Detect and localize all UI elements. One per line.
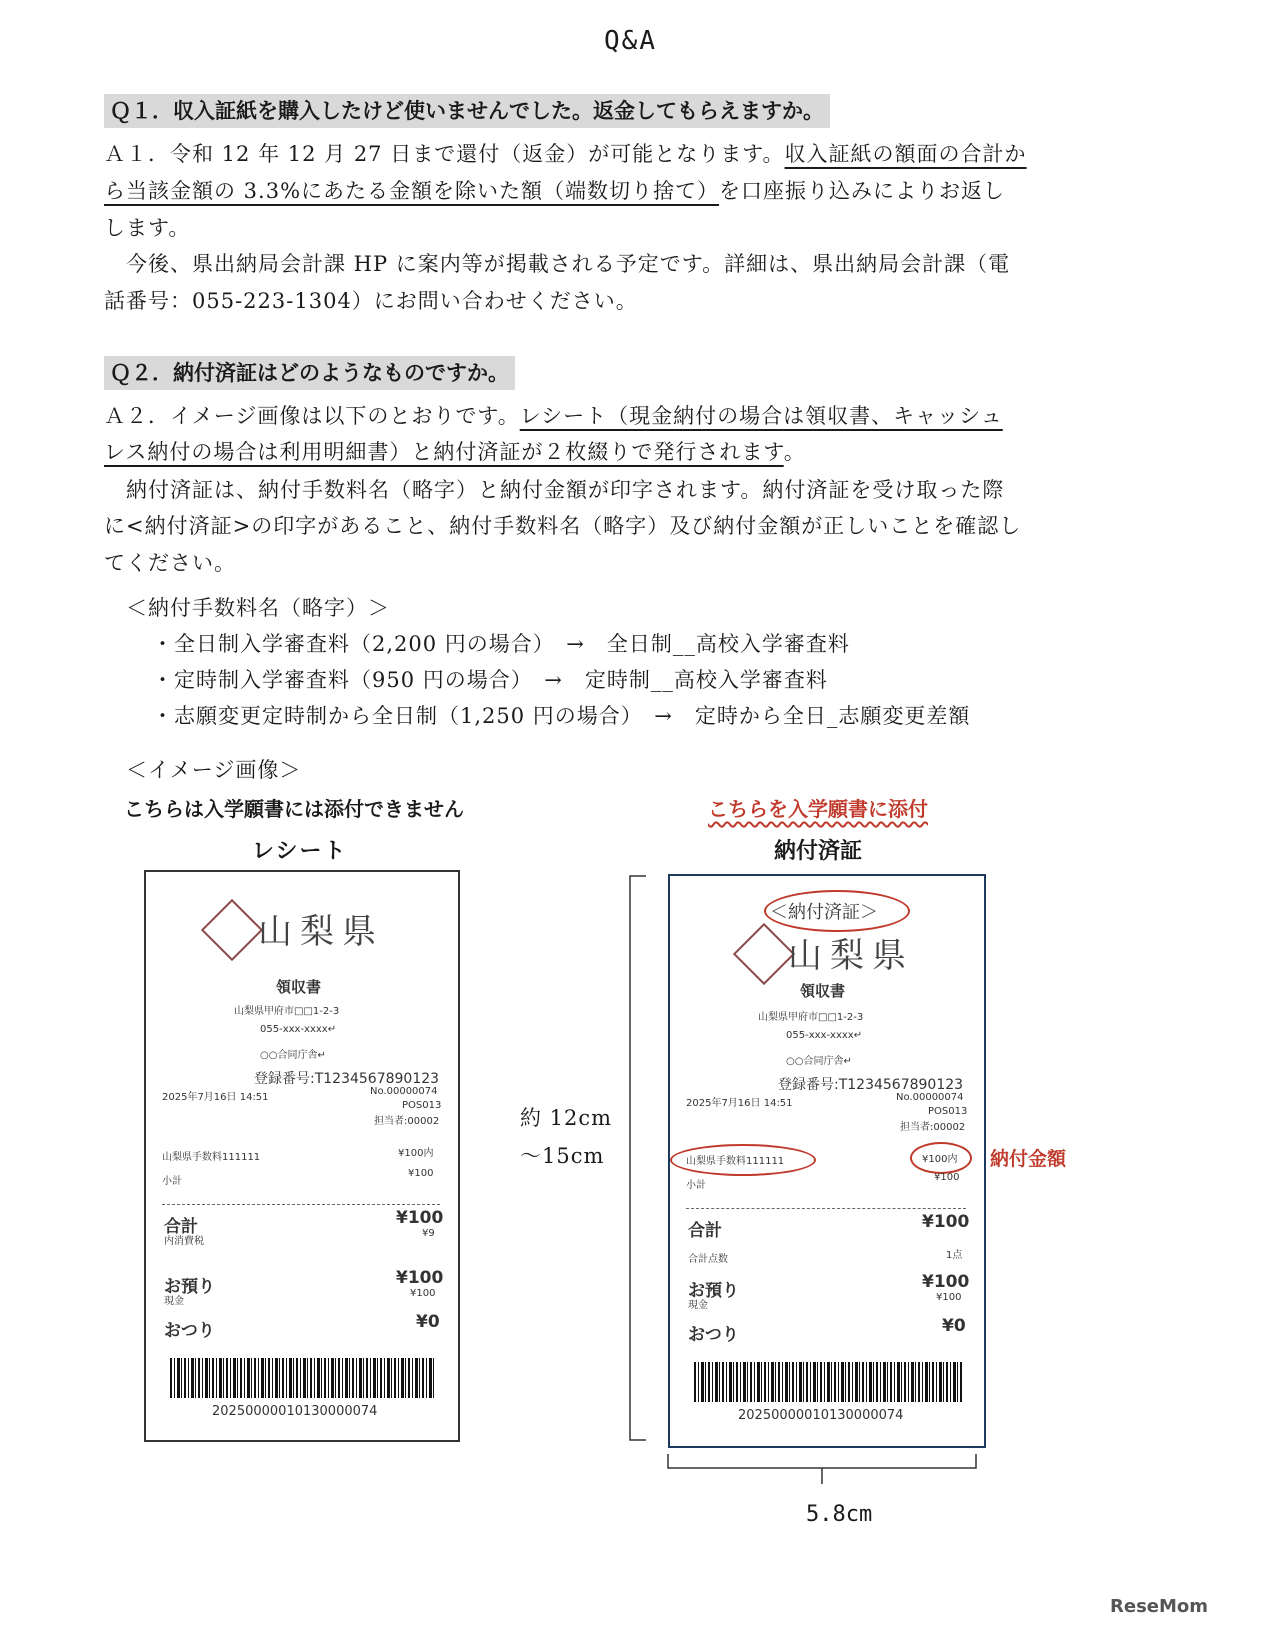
receipt-cash: ¥100 xyxy=(410,1288,436,1299)
left-caption: こちらは入学願書には添付できません xyxy=(124,797,464,821)
answer-1-line-4: 今後、県出納局会計課 HP に案内等が掲載される予定です。詳細は、県出納局会計課（電 xyxy=(104,252,1011,276)
receipt-change: ¥0 xyxy=(416,1312,440,1332)
logo-text: 山梨県 xyxy=(258,912,384,952)
receipt-deposit-label: お預り xyxy=(164,1277,215,1297)
receipt-pos: POS013 xyxy=(402,1100,442,1111)
receipt-phone: 055-xxx-xxxx↵ xyxy=(260,1024,337,1035)
right-caption: こちらを入学願書に添付 xyxy=(708,797,928,821)
receipt-reg-no: 登録番号:T1234567890123 xyxy=(778,1077,964,1093)
receipt-datetime: 2025年7月16日 14:51 xyxy=(686,1098,793,1109)
receipt-phone: 055-xxx-xxxx↵ xyxy=(786,1030,863,1041)
receipt-cash: ¥100 xyxy=(936,1292,962,1303)
barcode-icon xyxy=(170,1358,436,1398)
barcode-icon xyxy=(694,1362,962,1402)
receipt-total: ¥100 xyxy=(922,1212,970,1232)
fee-item: ・定時制入学審査料（950 円の場合） → 定時制__高校入学審査料 xyxy=(152,668,828,692)
receipt-subtotal: ¥100 xyxy=(934,1172,960,1183)
receipt-total-label: 合計 xyxy=(688,1221,722,1241)
fee-item: ・全日制入学審査料（2,200 円の場合） → 全日制__高校入学審査料 xyxy=(152,632,850,656)
answer-1-line-2: ら当該金額の 3.3%にあたる金額を除いた額（端数切り捨て）を口座振り込みによりお返し xyxy=(104,179,1006,203)
answer-2-line-1: Ａ２．イメージ画像は以下のとおりです。レシート（現金納付の場合は領収書、キャッシュ xyxy=(104,404,1003,428)
receipt-office: ○○合同庁舎↵ xyxy=(786,1056,852,1067)
receipt-staff: 担当者:00002 xyxy=(374,1116,440,1127)
width-bracket xyxy=(666,1452,986,1488)
image-heading: ＜イメージ画像＞ xyxy=(126,758,302,782)
answer-2-line-5: てください。 xyxy=(104,551,236,575)
question-1: Ｑ１．収入証紙を購入したけど使いませんでした。返金してもらえますか。 xyxy=(104,94,830,128)
answer-2-line-3: 納付済証は、納付手数料名（略字）と納付金額が印字されます。納付済証を受け取った際 xyxy=(104,478,1005,502)
receipt-address: 山梨県甲府市□□1-2-3 xyxy=(234,1006,340,1017)
receipt-count: 1点 xyxy=(946,1250,963,1261)
answer-2-line-4: に<納付済証>の印字があること、納付手数料名（略字）及び納付金額が正しいことを確認し xyxy=(104,514,1022,538)
right-label: 納付済証 xyxy=(774,839,863,864)
yamanashi-logo-icon xyxy=(733,923,795,985)
receipt-barcode-no: 20250000010130000074 xyxy=(212,1404,378,1419)
receipt-image xyxy=(144,870,460,1442)
answer-1-line-5: 話番号：055-223-1304）にお問い合わせください。 xyxy=(104,289,638,313)
fee-heading: ＜納付手数料名（略字）＞ xyxy=(126,596,390,620)
answer-1-line-3: します。 xyxy=(104,216,191,240)
height-dimension-2: ～15cm xyxy=(520,1144,605,1168)
receipt-no: No.00000074 xyxy=(896,1092,964,1103)
receipt-address: 山梨県甲府市□□1-2-3 xyxy=(758,1012,864,1023)
receipt-item-price: ¥100内 xyxy=(398,1148,434,1159)
receipt-count-label: 合計点数 xyxy=(688,1254,728,1265)
height-bracket xyxy=(618,874,648,1444)
receipt-title: 領収書 xyxy=(276,978,322,996)
logo-text: 山梨県 xyxy=(788,936,914,976)
receipt-tax-label: 内消費税 xyxy=(164,1236,204,1247)
receipt-title: 領収書 xyxy=(800,982,846,1000)
receipt-deposit: ¥100 xyxy=(922,1272,970,1292)
divider xyxy=(686,1208,966,1209)
receipt-subtotal-label: 小計 xyxy=(162,1176,182,1187)
receipt-cash-label: 現金 xyxy=(688,1300,708,1311)
answer-2-line-2: レス納付の場合は利用明細書）と納付済証が２枚綴りで発行されます。 xyxy=(104,440,806,464)
payment-certificate-image xyxy=(668,874,986,1448)
receipt-office: ○○合同庁舎↵ xyxy=(260,1050,326,1061)
receipt-item: 山梨県手数料111111 xyxy=(686,1156,785,1167)
receipt-cash-label: 現金 xyxy=(164,1296,184,1307)
receipt-deposit: ¥100 xyxy=(396,1268,444,1288)
receipt-total-label: 合計 xyxy=(164,1217,198,1237)
question-2: Ｑ２．納付済証はどのようなものですか。 xyxy=(104,356,515,390)
answer-1-line-1: Ａ１．令和 12 年 12 月 27 日まで還付（返金）が可能となります。収入証紙の額面の合計か xyxy=(104,142,1027,166)
receipt-datetime: 2025年7月16日 14:51 xyxy=(162,1092,269,1103)
receipt-barcode-no: 20250000010130000074 xyxy=(738,1408,904,1423)
yamanashi-logo-icon xyxy=(201,899,263,961)
receipt-pos: POS013 xyxy=(928,1106,968,1117)
receipt-change: ¥0 xyxy=(942,1316,966,1336)
amount-label: 納付金額 xyxy=(990,1148,1067,1170)
receipt-staff: 担当者:00002 xyxy=(900,1122,966,1133)
page-title: Q&A xyxy=(604,26,657,56)
width-dimension: 5.8cm xyxy=(806,1502,873,1527)
height-dimension-1: 約 12cm xyxy=(520,1106,613,1130)
receipt-tax: ¥9 xyxy=(422,1228,435,1239)
left-label: レシート xyxy=(252,839,348,864)
receipt-change-label: おつり xyxy=(164,1321,215,1341)
receipt-no: No.00000074 xyxy=(370,1086,438,1097)
receipt-stamp: ＜納付済証＞ xyxy=(770,902,878,923)
receipt-reg-no: 登録番号:T1234567890123 xyxy=(254,1071,440,1087)
receipt-subtotal: ¥100 xyxy=(408,1168,434,1179)
receipt-deposit-label: お預り xyxy=(688,1281,739,1301)
fee-item: ・志願変更定時制から全日制（1,250 円の場合） → 定時から全日_志願変更差額 xyxy=(152,704,971,728)
divider xyxy=(162,1204,440,1205)
receipt-item: 山梨県手数料111111 xyxy=(162,1152,261,1163)
receipt-total: ¥100 xyxy=(396,1208,444,1228)
receipt-item-price: ¥100内 xyxy=(922,1154,958,1165)
receipt-subtotal-label: 小計 xyxy=(686,1180,706,1191)
receipt-change-label: おつり xyxy=(688,1325,739,1345)
watermark-logo: ReseMom xyxy=(1110,1596,1209,1617)
